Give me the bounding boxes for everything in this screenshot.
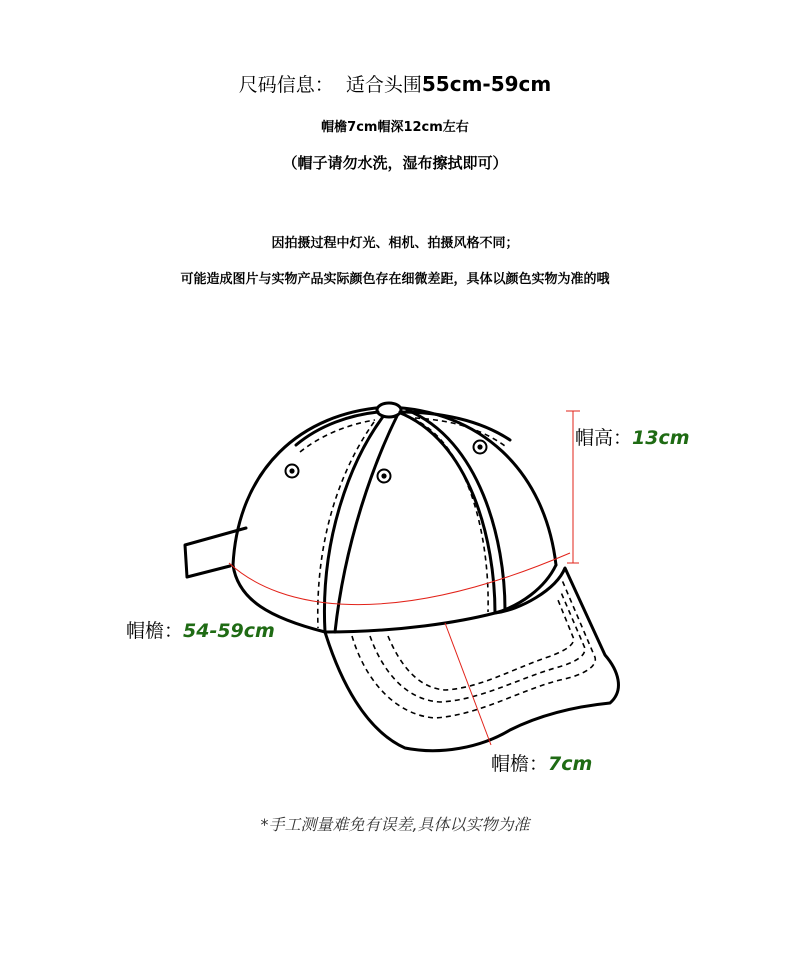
height-value: 13cm [632,427,690,449]
brim-measurement [491,749,592,776]
circumference-value: 54-59cm [183,620,275,642]
height-label: 帽高： [575,427,633,449]
size-info-label: 尺码信息： [238,74,334,96]
circumference-label: 帽檐： [126,620,184,642]
care-instruction: （帽子请勿水洗，湿布擦拭即可） [282,154,508,172]
cap-crown-lower [233,565,556,632]
brim-depth-text: 帽檐7cm帽深12cm左右 [321,120,469,135]
cap-button [377,403,401,417]
cap-crown [233,407,556,565]
fit-label: 适合头围 [345,74,422,96]
brim-label: 帽檐： [491,753,549,775]
brim-guide-line [445,623,491,745]
circumference-guide-line [229,553,570,605]
brim-value: 7cm [548,753,593,775]
cap-brim [325,568,618,751]
measurement-disclaimer: *手工测量难免有误差,具体以实物为准 [260,815,530,834]
height-measurement [575,423,690,450]
color-note-line-1: 因拍摄过程中灯光、相机、拍摄风格不同； [271,236,519,251]
circumference-measurement [126,616,275,643]
fit-value: 55cm-59cm [421,72,552,96]
color-note-line-2: 可能造成图片与实物产品实际颜色存在细微差距，具体以颜色实物为准的哦 [180,272,610,287]
